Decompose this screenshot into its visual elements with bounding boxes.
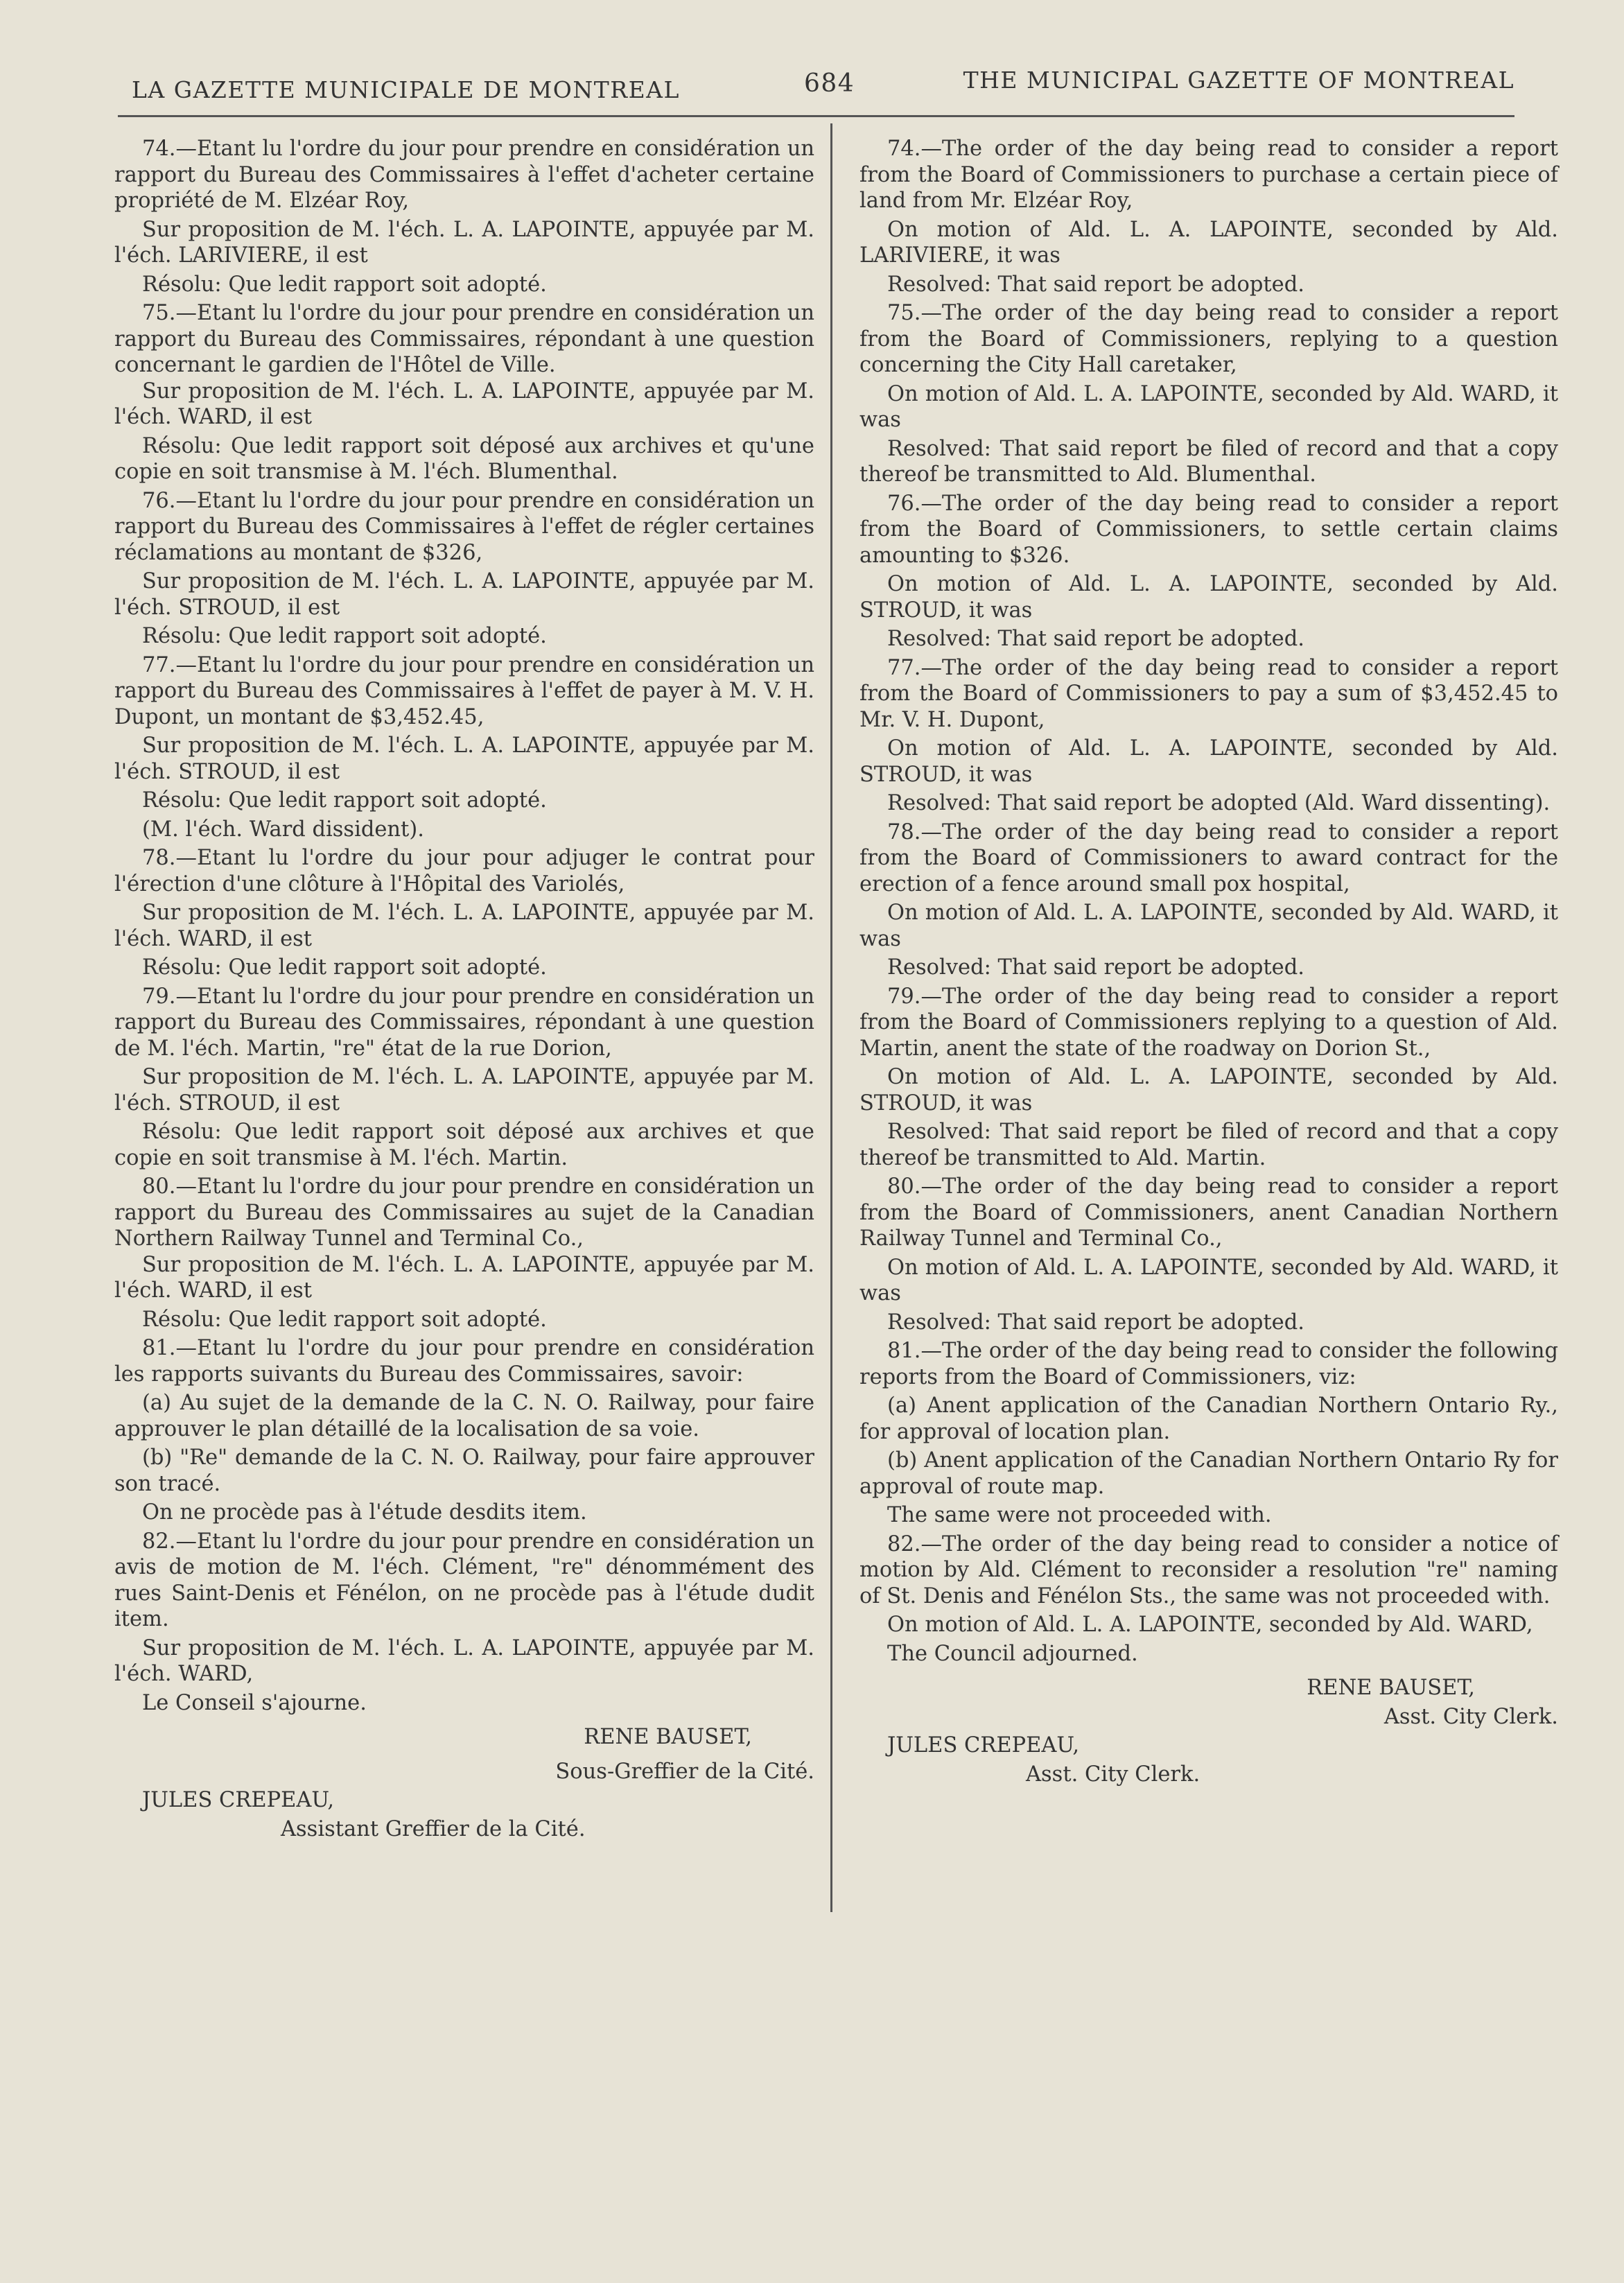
fr-paragraph: 79.—Etant lu l'ordre du jour pour prendre en considération un rapport du Bureau des Commissaires, répondant à une question de M. l'éch. Martin, "re" état de la rue Dorion, (114, 984, 814, 1061)
fr-paragraph: Sur proposition de M. l'éch. L. A. LAPOINTE, appuyée par M. l'éch. WARD, il est (114, 901, 814, 951)
fr-paragraph: Résolu: Que ledit rapport soit adopté. (142, 1307, 547, 1332)
en-paragraph: On motion of Ald. L. A. LAPOINTE, seconded by Ald. WARD, it was (859, 901, 1558, 951)
fr-paragraph: 77.—Etant lu l'ordre du jour pour prendre en considération un rapport du Bureau des Commissaires à l'effet de payer à M. V. H. Dupont, un montant de $3,452.45, (114, 652, 814, 729)
en-paragraph: On motion of Ald. L. A. LAPOINTE, seconded by Ald. STROUD, it was (859, 572, 1558, 623)
fr-paragraph: (b) "Re" demande de la C. N. O. Railway, pour faire approuver son tracé. (114, 1446, 814, 1496)
fr-paragraph: Résolu: Que ledit rapport soit adopté. (142, 272, 547, 297)
fr-paragraph: Sur proposition de M. l'éch. L. A. LAPOINTE, appuyée par M. l'éch. LARIVIERE, il est (114, 217, 814, 268)
en-paragraph: (a) Anent application of the Canadian Northern Ontario Ry., for approval of location plan. (859, 1394, 1558, 1444)
en-paragraph: 80.—The order of the day being read to consider a report from the Board of Commissioners, anent Canadian Northern Railway Tunnel and Terminal Co., (859, 1174, 1558, 1251)
en-paragraph: On motion of Ald. L. A. LAPOINTE, seconded by Ald. WARD, it was (859, 381, 1558, 432)
fr-paragraph: (M. l'éch. Ward dissident). (142, 817, 424, 842)
en-paragraph: Resolved: That said report be adopted (Ald. Ward dissenting). (887, 791, 1551, 815)
fr-paragraph: 78.—Etant lu l'ordre du jour pour adjuger le contrat pour l'érection d'une clôture à l'Hôpital des Variolés, (114, 846, 814, 896)
header-french-title: LA GAZETTE MUNICIPALE DE MONTREAL (132, 76, 680, 103)
en-paragraph: On motion of Ald. L. A. LAPOINTE, seconded by Ald. WARD, it was (859, 1255, 1558, 1305)
en-paragraph: 77.—The order of the day being read to consider a report from the Board of Commissioners to pay a sum of $3,452.45 to Mr. V. H. Dupont, (859, 655, 1558, 732)
fr-countersign-name: JULES CREPEAU, (142, 1788, 335, 1812)
en-paragraph: 74.—The order of the day being read to consider a report from the Board of Commissioners to purchase a certain piece of land from Mr. Elzéar Roy, (859, 137, 1558, 213)
fr-paragraph: Résolu: Que ledit rapport soit déposé aux archives et qu'une copie en soit transmise à M. l'éch. Blumenthal. (114, 433, 814, 484)
en-paragraph: 79.—The order of the day being read to consider a report from the Board of Commissioners replying to a question of Ald. Martin, anent the state of the roadway on Dorion St., (859, 984, 1558, 1061)
fr-paragraph: Sur proposition de M. l'éch. L. A. LAPOINTE, appuyée par M. l'éch. STROUD, il est (114, 569, 814, 620)
english-column (859, 136, 1558, 1790)
fr-paragraph: 74.—Etant lu l'ordre du jour pour prendre en considération un rapport du Bureau des Commissaires à l'effet d'acheter certaine propriété de M. Elzéar Roy, (114, 137, 814, 213)
en-paragraph: 75.—The order of the day being read to consider a report from the Board of Commissioners, replying to a question concerning the City Hall caretaker, (859, 301, 1558, 377)
en-signature-title: Asst. City Clerk. (1383, 1704, 1558, 1729)
french-column (114, 136, 814, 1845)
en-paragraph: 81.—The order of the day being read to consider the following reports from the Board of Commissioners, viz: (859, 1339, 1558, 1389)
fr-paragraph: Sur proposition de M. l'éch. L. A. LAPOINTE, appuyée par M. l'éch. WARD, il est (114, 379, 814, 429)
fr-paragraph: 75.—Etant lu l'ordre du jour pour prendre en considération un rapport du Bureau des Commissaires, répondant à une question concernant le gardien de l'Hôtel de Ville. (114, 301, 814, 377)
en-paragraph: Resolved: That said report be adopted. (887, 1310, 1304, 1335)
fr-signature-title: Sous-Greffier de la Cité. (555, 1759, 814, 1784)
fr-paragraph: Résolu: Que ledit rapport soit déposé aux archives et que copie en soit transmise à M. l'éch. Martin. (114, 1120, 814, 1170)
en-paragraph: Resolved: That said report be adopted. (887, 955, 1304, 980)
en-paragraph: On motion of Ald. L. A. LAPOINTE, seconded by Ald. STROUD, it was (859, 1065, 1558, 1116)
fr-paragraph: 81.—Etant lu l'ordre du jour pour prendre en considération les rapports suivants du Bureau des Commissaires, savoir: (114, 1336, 814, 1387)
fr-paragraph: (a) Au sujet de la demande de la C. N. O. Railway, pour faire approuver le plan détaillé de la localisation de sa voie. (114, 1391, 814, 1441)
en-paragraph: Resolved: That said report be adopted. (887, 272, 1304, 297)
fr-paragraph: Sur proposition de M. l'éch. L. A. LAPOINTE, appuyée par M. l'éch. WARD, (114, 1635, 814, 1686)
fr-paragraph: Résolu: Que ledit rapport soit adopté. (142, 955, 547, 980)
fr-paragraph: Sur proposition de M. l'éch. L. A. LAPOINTE, appuyée par M. l'éch. STROUD, il est (114, 1065, 814, 1116)
page-number: 684 (804, 69, 855, 98)
fr-signature-name: RENE BAUSET, (584, 1725, 752, 1749)
en-paragraph: On motion of Ald. L. A. LAPOINTE, seconded by Ald. STROUD, it was (859, 736, 1558, 787)
fr-paragraph: Sur proposition de M. l'éch. L. A. LAPOINTE, appuyée par M. l'éch. WARD, il est (114, 1252, 814, 1303)
column-divider (830, 123, 832, 1912)
en-countersign-name: JULES CREPEAU, (887, 1733, 1080, 1757)
fr-paragraph: Le Conseil s'ajourne. (142, 1690, 367, 1715)
fr-paragraph: Sur proposition de M. l'éch. L. A. LAPOINTE, appuyée par M. l'éch. STROUD, il est (114, 733, 814, 784)
en-signature-name: RENE BAUSET, (1307, 1676, 1475, 1700)
en-countersign-title: Asst. City Clerk. (1026, 1762, 1200, 1787)
en-paragraph: Resolved: That said report be adopted. (887, 627, 1304, 651)
en-paragraph: Resolved: That said report be filed of record and that a copy thereof be transmitted to Ald. Martin. (859, 1120, 1558, 1170)
header-english-title: THE MUNICIPAL GAZETTE OF MONTREAL (963, 67, 1514, 94)
en-paragraph: Resolved: That said report be filed of record and that a copy thereof be transmitted to Ald. Blumenthal. (859, 436, 1558, 487)
en-paragraph: 82.—The order of the day being read to consider a notice of motion by Ald. Clément to reconsider a resolution "re" naming of St. Denis and Fénélon Sts., the same was not proceeded with. (859, 1531, 1558, 1608)
fr-paragraph: 80.—Etant lu l'ordre du jour pour prendre en considération un rapport du Bureau des Commissaires au sujet de la Canadian Northern Railway Tunnel and Terminal Co., (114, 1174, 814, 1251)
en-paragraph: On motion of Ald. L. A. LAPOINTE, seconded by Ald. WARD, (887, 1613, 1533, 1637)
fr-paragraph: Résolu: Que ledit rapport soit adopté. (142, 788, 547, 813)
en-paragraph: 78.—The order of the day being read to consider a report from the Board of Commissioners to award contract for the erection of a fence around small pox hospital, (859, 819, 1558, 896)
header-rule (118, 115, 1514, 117)
en-paragraph: On motion of Ald. L. A. LAPOINTE, seconded by Ald. LARIVIERE, it was (859, 217, 1558, 268)
fr-paragraph: Résolu: Que ledit rapport soit adopté. (142, 624, 547, 648)
fr-paragraph: On ne procède pas à l'étude desdits item. (142, 1500, 587, 1525)
page-header (132, 64, 1514, 108)
fr-paragraph: 76.—Etant lu l'ordre du jour pour prendre en considération un rapport du Bureau des Commissaires à l'effet de régler certaines réclamations au montant de $326, (114, 488, 814, 565)
en-paragraph: The same were not proceeded with. (887, 1503, 1272, 1527)
en-paragraph: (b) Anent application of the Canadian Northern Ontario Ry for approval of route map. (859, 1448, 1558, 1499)
fr-paragraph: 82.—Etant lu l'ordre du jour pour prendre en considération un avis de motion de M. l'éch. Clément, "re" dénommément des rues Saint-Denis et Fénélon, on ne procède pas à l'étude dudit item. (114, 1529, 814, 1631)
en-paragraph: The Council adjourned. (887, 1641, 1138, 1666)
en-paragraph: 76.—The order of the day being read to consider a report from the Board of Commissioners, to settle certain claims amounting to $326. (859, 491, 1558, 568)
fr-countersign-title: Assistant Greffier de la Cité. (281, 1816, 586, 1841)
